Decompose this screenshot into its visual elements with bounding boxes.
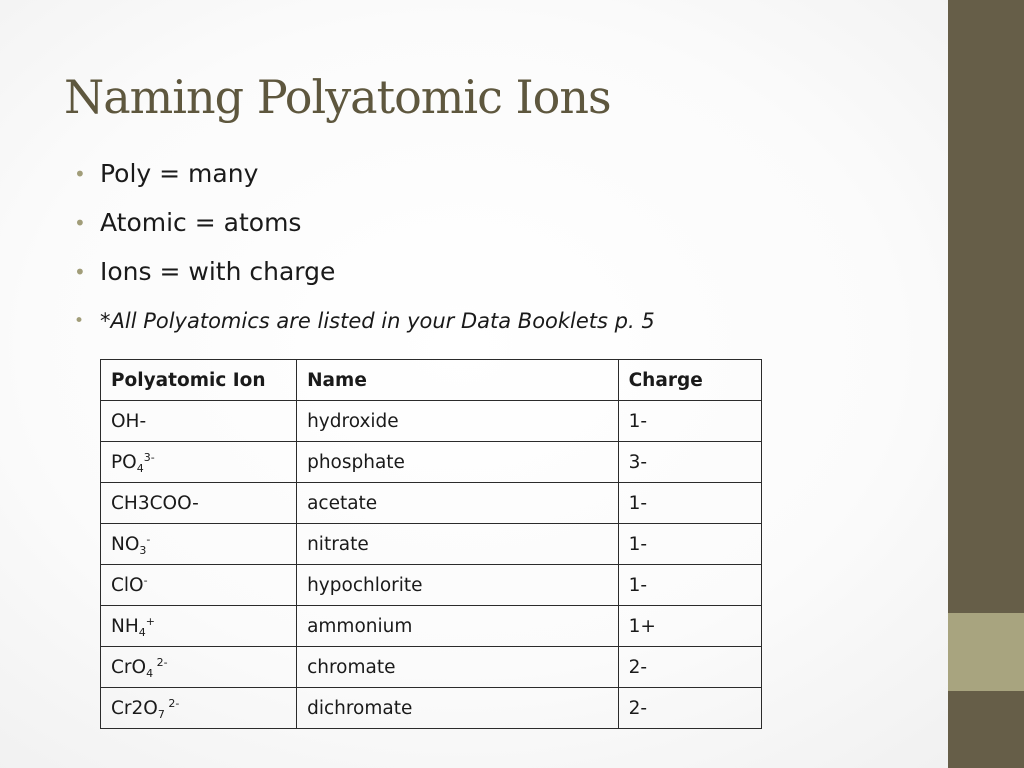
bullet-icon: • [74,311,85,331]
ion-formula-charge-superscript: - [146,532,151,546]
ion-formula-cell [101,524,297,565]
table-row [101,647,762,688]
ion-formula-subscript: 4 [136,461,144,475]
ion-charge-cell: 1- [618,401,761,442]
polyatomic-ions-table [100,359,762,729]
ion-charge-cell: 1- [618,565,761,606]
bullet-text: Ions = with charge [100,257,336,286]
ion-formula-cell [101,442,297,483]
ion-formula-cell [101,483,297,524]
table-row [101,688,762,729]
table-row [101,442,762,483]
ion-name-cell: ammonium [297,606,619,647]
ion-formula-base: CrO [111,656,147,678]
ion-formula-base: NH [111,615,139,637]
ion-formula-cell [101,647,297,688]
bullet-text: Atomic = atoms [100,208,302,237]
ion-charge-cell: 2- [618,647,761,688]
ion-formula-charge-superscript: 2- [153,655,168,669]
table-row [101,524,762,565]
ion-formula-subscript: 4 [146,666,154,680]
ion-name-cell: phosphate [297,442,619,483]
ion-charge-cell: 1- [618,483,761,524]
table-row [101,401,762,442]
ion-formula-base: PO [111,451,137,473]
bullet-item [74,250,655,294]
ion-formula-base: CH3COO- [111,492,199,514]
ion-formula-base: OH- [111,410,147,432]
ion-charge-cell: 3- [618,442,761,483]
ion-name-cell: dichromate [297,688,619,729]
bullet-list [74,152,655,348]
ion-formula-subscript: 4 [138,625,146,639]
header-charge: Charge [618,360,761,401]
table-header-row [101,360,762,401]
ion-formula-charge-superscript: 2- [164,696,180,710]
ion-name-cell: chromate [297,647,619,688]
ion-formula-cell [101,565,297,606]
table-row [101,606,762,647]
ion-charge-cell: 2- [618,688,761,729]
bullet-item [74,201,655,245]
ion-formula-subscript: 7 [157,707,165,721]
bullet-icon: • [74,260,86,284]
ion-formula-base: Cr2O [111,697,158,719]
ion-formula-charge-superscript: - [143,573,148,587]
bullet-icon: • [74,211,86,235]
bullet-item [74,152,655,196]
bullet-text: Poly = many [100,159,259,188]
ion-formula-base: ClO [111,574,144,596]
side-decor-accent [948,613,1024,691]
header-polyatomic-ion: Polyatomic Ion [101,360,297,401]
ion-formula-cell [101,401,297,442]
ion-formula-charge-superscript: + [145,614,155,628]
ion-name-cell: hydroxide [297,401,619,442]
table-row [101,483,762,524]
ion-name-cell: hypochlorite [297,565,619,606]
bullet-item-note [74,299,655,343]
bullet-text: *All Polyatomics are listed in your Data Booklets p. 5 [100,309,655,333]
header-name: Name [297,360,619,401]
ion-formula-subscript: 3 [139,543,147,557]
ion-name-cell: nitrate [297,524,619,565]
ion-charge-cell: 1+ [618,606,761,647]
ion-name-cell: acetate [297,483,619,524]
ion-formula-cell [101,688,297,729]
ion-formula-cell [101,606,297,647]
ion-charge-cell: 1- [618,524,761,565]
slide-title: Naming Polyatomic Ions [64,70,611,124]
ion-formula-base: NO [111,533,140,555]
ion-formula-charge-superscript: 3- [143,450,155,464]
bullet-icon: • [74,162,86,186]
table-row [101,565,762,606]
